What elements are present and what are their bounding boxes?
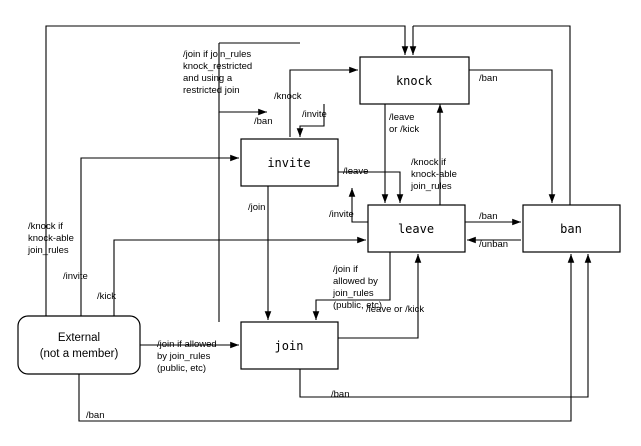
edge-label-leave-or-kick <box>389 112 419 135</box>
svg-text:/join if: /join if <box>333 264 358 275</box>
node-leave[interactable] <box>368 205 465 252</box>
svg-text:/knock if: /knock if <box>28 221 63 232</box>
node-join-label: join <box>274 339 304 353</box>
node-external-label-line1: External <box>57 332 101 344</box>
node-ban-label: ban <box>560 222 582 236</box>
edge-label-ban-from-leave: /ban <box>479 211 498 222</box>
svg-text:join_rules: join_rules <box>28 245 69 256</box>
svg-text:/leave: /leave <box>389 112 415 123</box>
node-join[interactable] <box>241 322 338 369</box>
node-external-box[interactable] <box>18 316 140 374</box>
edge-label-knock-if-knock-able-external <box>27 221 74 256</box>
svg-text:/join if allowed: /join if allowed <box>157 339 217 350</box>
node-invite-label: invite <box>267 156 311 170</box>
edge-label-leave-from-invite: /leave <box>343 166 369 177</box>
svg-text:restricted join: restricted join <box>183 85 240 96</box>
node-knock[interactable] <box>360 57 469 104</box>
edge-label-join-from-invite: /join <box>248 202 266 213</box>
edge-knock-to-ban <box>469 70 552 203</box>
svg-text:and using a: and using a <box>183 73 233 84</box>
edge-label-ban-from-external: /ban <box>86 410 105 421</box>
svg-text:/join if join_rules: /join if join_rules <box>183 49 252 60</box>
edge-label-knock: /knock <box>274 91 302 102</box>
edge-label-ban-to-invite: /ban <box>254 116 273 127</box>
svg-text:or /kick: or /kick <box>389 124 420 135</box>
node-ban[interactable] <box>523 205 620 252</box>
svg-text:knock-able: knock-able <box>411 169 457 180</box>
svg-text:(public, etc): (public, etc) <box>333 300 383 311</box>
edge-label-knock-if-knock-able <box>410 157 457 192</box>
svg-text:knock-able: knock-able <box>28 233 74 244</box>
edge-label-invite-external: /invite <box>63 271 88 282</box>
edge-label-join-if-join-rules-knock-restricted <box>183 49 252 96</box>
node-invite[interactable] <box>241 139 338 186</box>
edge-label-kick-external: /kick <box>97 291 116 302</box>
svg-text:knock_restricted: knock_restricted <box>183 61 253 72</box>
svg-text:join_rules: join_rules <box>333 288 374 299</box>
edge-label-invite-top: /invite <box>302 109 327 120</box>
node-external[interactable] <box>18 316 140 374</box>
node-knock-label: knock <box>395 74 433 88</box>
edge-label-invite-from-leave: /invite <box>329 209 354 220</box>
node-leave-label: leave <box>397 222 435 236</box>
svg-text:by join_rules: by join_rules <box>157 351 211 362</box>
edge-label-leave-or-kick-join: /leave or /kick <box>366 304 425 315</box>
edge-label-ban-from-knock: /ban <box>479 73 498 84</box>
edge-label-join-if-allowed-external <box>157 339 217 374</box>
edge-external-to-leave <box>114 240 366 316</box>
edge-label-ban-from-join: /ban <box>331 389 350 400</box>
svg-text:allowed by: allowed by <box>333 276 378 287</box>
nodes-layer <box>18 57 620 374</box>
edge-leave-to-invite <box>352 188 368 222</box>
svg-text:join_rules: join_rules <box>411 181 452 192</box>
svg-text:/knock if: /knock if <box>411 157 446 168</box>
node-external-label-line2: (not a member) <box>39 348 119 360</box>
svg-text:(public, etc): (public, etc) <box>157 363 207 374</box>
edge-label-unban: /unban <box>479 239 509 250</box>
